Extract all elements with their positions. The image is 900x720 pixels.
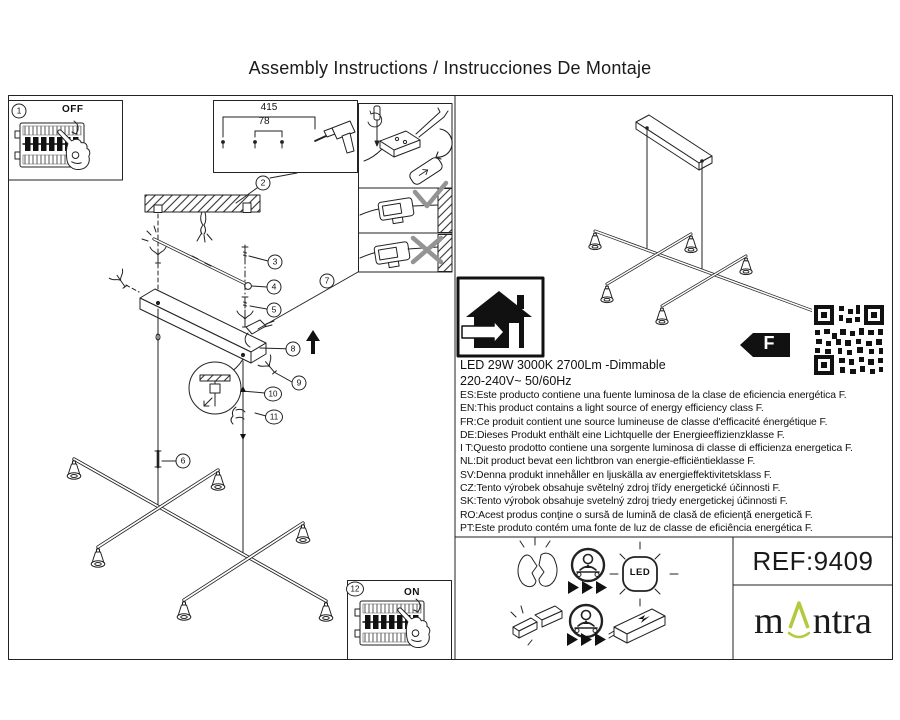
energy-line: EN:This product contains a light source of energy efficiency class F. [460,403,764,415]
step-badge-3: 3 [268,255,283,270]
connector-plug [245,272,358,347]
energy-line: CZ:Tento výrobek obsahuje světelný zdroj třídy energetické účinnosti F. [460,483,781,495]
ceiling-section [145,195,260,242]
logo-text-ntra: ntra [812,600,872,642]
energy-line: DE:Dieses Produkt enthält eine Lichtquelle der Energieeffizienzklasse F. [460,429,785,441]
step12-diagram [348,581,452,660]
up-arrow [306,330,320,354]
energy-line: RO:Acest produs conţine o sursă de lumină de clasă de eficienţă energetică F. [460,509,813,521]
switch-on-label: ON [404,587,420,598]
spec-block [460,358,892,535]
led-icon-label: LED [629,567,651,578]
broken-driver-icon [511,606,562,645]
energy-line: I T:Questo prodotto contiene una sorgente luminosa di classe di efficienza energetica F. [460,443,853,455]
step-badge-10: 10 [264,387,282,402]
step-badge-6: 6 [176,454,191,469]
step-badge-7: 7 [320,274,335,289]
energy-line: SV:Denna produkt innehåller en ljuskälla av energieffektivitetsklass F. [460,469,772,481]
product-overview [589,115,844,339]
energy-line: NL:Dit product bevat een lichtbron van energie-efficiëntieklasse F. [460,456,756,468]
cable-gripper-detail [189,359,243,414]
step-badge-9: 9 [292,376,307,391]
arrows-icon [568,581,607,594]
step-badge-4: 4 [267,280,282,295]
cross-fixture-installed [67,459,333,621]
wiring-panels [359,104,453,273]
dim-415-label: 415 [260,102,278,113]
page-title: Assembly Instructions / Instrucciones De Montaje [248,58,652,78]
step-badge-5: 5 [267,303,282,318]
dim-78-label: 78 [258,116,270,127]
lamp-spec: LED 29W 3000K 2700Lm -Dimmable [460,358,666,372]
energy-line: ES:Este producto contiene una fuente luminosa de la clase de eficiencia energética F. [460,390,847,401]
service-icon [572,549,604,581]
step-badge-2: 2 [256,176,271,191]
broken-led-icon [518,538,557,587]
energy-line: PT:Este produto contém uma fonte de luz de classe de eficiência energética F. [460,522,813,534]
driver-icon [609,609,665,643]
power-spec: 220-240V~ 50/60Hz [460,373,572,388]
reference-number: REF:9409 [752,546,874,576]
logo-text-m: m [754,600,784,642]
step-badge-11: 11 [265,410,283,425]
step-badge-8: 8 [286,342,301,357]
energy-house-icon [458,278,543,356]
service-icon-2 [570,605,602,637]
arrows-icon-2 [567,633,606,646]
brand-logo [733,588,893,654]
step-badge-1: 1 [12,104,27,119]
energy-class-letter: F [763,333,775,353]
logo-caret-icon [786,598,812,644]
energy-line: SK:Tento výrobok obsahuje svetelný zdroj triedy energetickej účinnosti F. [460,496,788,508]
energy-line: FR:Ce produit contient une source lumineuse de classe d'efficacité énergétique F. [460,416,828,428]
switch-off-label: OFF [62,104,84,115]
step-badge-12: 12 [346,582,364,597]
